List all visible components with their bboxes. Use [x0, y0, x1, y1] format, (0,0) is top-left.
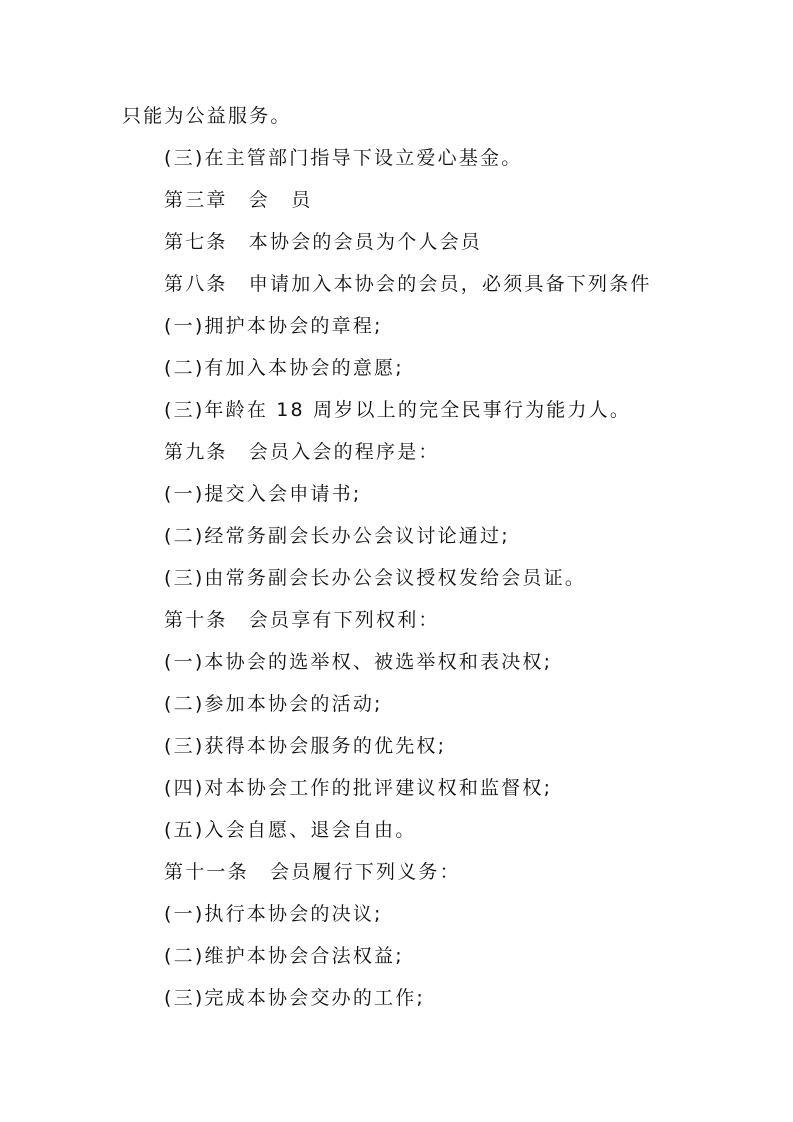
list-item: (五)入会自愿、退会自由。 — [164, 819, 417, 841]
list-item: (二)参加本协会的活动; — [164, 693, 383, 715]
list-item: (四)对本协会工作的批评建议权和监督权; — [164, 777, 553, 799]
list-item: (一)拥护本协会的章程; — [164, 315, 383, 337]
list-item: (三)获得本协会服务的优先权; — [164, 735, 447, 757]
list-item: (二)有加入本协会的意愿; — [164, 357, 404, 379]
list-item: (三)年龄在 18 周岁以上的完全民事行为能力人。 — [164, 399, 632, 421]
list-item: (一)执行本协会的决议; — [164, 903, 383, 925]
article-line: 第八条 申请加入本协会的会员，必须具备下列条件 — [164, 273, 652, 295]
list-item: (一)本协会的选举权、被选举权和表决权; — [164, 651, 553, 673]
article-line: 第七条 本协会的会员为个人会员 — [164, 231, 483, 253]
list-item: (一)提交入会申请书; — [164, 483, 362, 505]
text-line: (三)在主管部门指导下设立爱心基金。 — [164, 147, 523, 169]
list-item: (三)完成本协会交办的工作; — [164, 987, 426, 1009]
list-item: (三)由常务副会长办公会议授权发给会员证。 — [164, 567, 587, 589]
text-line: 只能为公益服务。 — [122, 105, 292, 127]
list-item: (二)经常务副会长办公会议讨论通过; — [164, 525, 510, 547]
article-line: 第九条 会员入会的程序是： — [164, 441, 440, 463]
list-item: (二)维护本协会合法权益; — [164, 945, 404, 967]
chapter-heading: 第三章 会 员 — [164, 189, 313, 211]
article-line: 第十条 会员享有下列权利： — [164, 609, 440, 631]
article-line: 第十一条 会员履行下列义务： — [164, 861, 461, 883]
